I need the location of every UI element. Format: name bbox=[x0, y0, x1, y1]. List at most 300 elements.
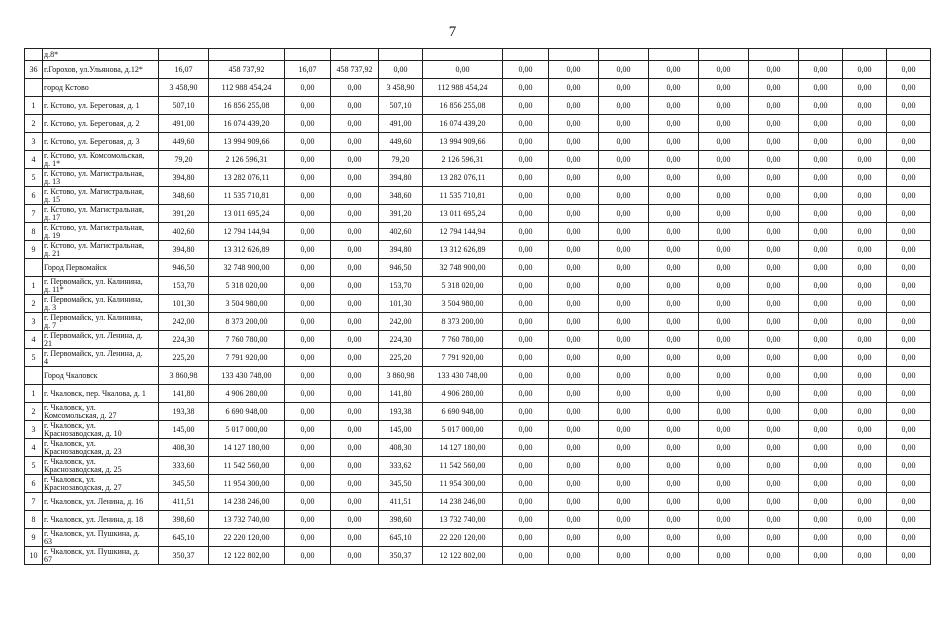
value-cell: 0,00 bbox=[887, 421, 931, 439]
value-cell: 345,50 bbox=[159, 475, 209, 493]
value-cell: 0,00 bbox=[843, 547, 887, 565]
value-cell: 0,00 bbox=[749, 151, 799, 169]
value-cell: 0,00 bbox=[799, 205, 843, 223]
value-cell: 0,00 bbox=[843, 439, 887, 457]
address-line: д. 17 bbox=[44, 212, 61, 222]
value-cell: 0,00 bbox=[285, 529, 331, 547]
value-cell: 0,00 bbox=[843, 151, 887, 169]
value-cell: 0,00 bbox=[503, 223, 549, 241]
value-cell: 0,00 bbox=[649, 349, 699, 367]
value-cell: 13 312 626,89 bbox=[209, 241, 285, 259]
row-number: 7 bbox=[25, 493, 43, 511]
value-cell: 14 238 246,00 bbox=[209, 493, 285, 511]
value-cell: 0,00 bbox=[331, 205, 379, 223]
value-cell: 0,00 bbox=[549, 385, 599, 403]
value-cell: 0,00 bbox=[285, 259, 331, 277]
value-cell: 0,00 bbox=[887, 331, 931, 349]
value-cell: 0,00 bbox=[843, 529, 887, 547]
value-cell: 411,51 bbox=[159, 493, 209, 511]
value-cell: 0,00 bbox=[331, 493, 379, 511]
value-cell: 0,00 bbox=[887, 223, 931, 241]
address-line: Город Первомайск bbox=[44, 262, 107, 272]
row-number bbox=[25, 79, 43, 97]
value-cell: 0,00 bbox=[749, 259, 799, 277]
value-cell: 0,00 bbox=[749, 511, 799, 529]
value-cell: 7 760 780,00 bbox=[209, 331, 285, 349]
table-row bbox=[25, 169, 931, 187]
value-cell: 491,00 bbox=[159, 115, 209, 133]
value-cell: 0,00 bbox=[799, 295, 843, 313]
value-cell: 0,00 bbox=[843, 511, 887, 529]
value-cell: 12 794 144,94 bbox=[423, 223, 503, 241]
value-cell: 0,00 bbox=[503, 439, 549, 457]
value-cell: 0,00 bbox=[549, 295, 599, 313]
value-cell: 0,00 bbox=[549, 61, 599, 79]
value-cell: 0,00 bbox=[549, 529, 599, 547]
value-cell: 0,00 bbox=[843, 349, 887, 367]
table-row bbox=[25, 511, 931, 529]
address-cell bbox=[43, 511, 159, 529]
value-cell: 0,00 bbox=[503, 241, 549, 259]
address-line: Краснозаводская, д. 10 bbox=[44, 428, 122, 438]
table-row bbox=[25, 241, 931, 259]
value-cell: 0,00 bbox=[649, 547, 699, 565]
value-cell: 0,00 bbox=[331, 403, 379, 421]
value-cell: 0,00 bbox=[749, 241, 799, 259]
address-line: г. Чкаловск, ул. bbox=[44, 420, 96, 430]
address-line: Краснозаводская, д. 27 bbox=[44, 482, 122, 492]
value-cell: 333,62 bbox=[379, 457, 423, 475]
value-cell: 645,10 bbox=[379, 529, 423, 547]
address-line: 63 bbox=[44, 536, 52, 546]
value-cell: 32 748 900,00 bbox=[209, 259, 285, 277]
address-line: г. Кстово, ул. Береговая, д. 2 bbox=[44, 118, 140, 128]
value-cell bbox=[379, 49, 423, 61]
value-cell: 0,00 bbox=[285, 493, 331, 511]
address-cell bbox=[43, 187, 159, 205]
value-cell: 0,00 bbox=[749, 547, 799, 565]
value-cell bbox=[503, 49, 549, 61]
value-cell: 0,00 bbox=[799, 421, 843, 439]
value-cell: 0,00 bbox=[549, 205, 599, 223]
value-cell: 3 860,98 bbox=[159, 367, 209, 385]
value-cell: 2 126 596,31 bbox=[209, 151, 285, 169]
value-cell: 0,00 bbox=[599, 61, 649, 79]
value-cell: 0,00 bbox=[887, 529, 931, 547]
value-cell: 0,00 bbox=[887, 205, 931, 223]
value-cell: 507,10 bbox=[379, 97, 423, 115]
value-cell: 0,00 bbox=[599, 241, 649, 259]
value-cell: 0,00 bbox=[799, 187, 843, 205]
value-cell: 0,00 bbox=[549, 493, 599, 511]
value-cell: 0,00 bbox=[331, 223, 379, 241]
value-cell: 13 011 695,24 bbox=[423, 205, 503, 223]
value-cell: 0,00 bbox=[549, 259, 599, 277]
value-cell bbox=[599, 49, 649, 61]
value-cell: 3 860,98 bbox=[379, 367, 423, 385]
value-cell: 0,00 bbox=[699, 115, 749, 133]
value-cell: 0,00 bbox=[843, 457, 887, 475]
value-cell: 0,00 bbox=[749, 529, 799, 547]
value-cell bbox=[423, 49, 503, 61]
address-line: 21 bbox=[44, 338, 52, 348]
row-number: 6 bbox=[25, 187, 43, 205]
address-cell bbox=[43, 295, 159, 313]
value-cell bbox=[887, 49, 931, 61]
value-cell bbox=[843, 49, 887, 61]
table-row bbox=[25, 223, 931, 241]
address-line: г. Чкаловск, ул. bbox=[44, 456, 96, 466]
value-cell: 0,00 bbox=[549, 475, 599, 493]
value-cell: 0,00 bbox=[285, 169, 331, 187]
value-cell: 0,00 bbox=[749, 421, 799, 439]
value-cell: 153,70 bbox=[379, 277, 423, 295]
value-cell: 0,00 bbox=[503, 547, 549, 565]
value-cell: 0,00 bbox=[503, 115, 549, 133]
table-row bbox=[25, 421, 931, 439]
value-cell: 6 690 948,00 bbox=[423, 403, 503, 421]
value-cell: 0,00 bbox=[599, 115, 649, 133]
value-cell: 0,00 bbox=[799, 277, 843, 295]
value-cell: 0,00 bbox=[549, 331, 599, 349]
address-cell bbox=[43, 313, 159, 331]
value-cell: 394,80 bbox=[159, 169, 209, 187]
value-cell: 0,00 bbox=[649, 529, 699, 547]
value-cell: 0,00 bbox=[749, 295, 799, 313]
value-cell: 0,00 bbox=[331, 169, 379, 187]
value-cell: 0,00 bbox=[503, 151, 549, 169]
value-cell: 14 127 180,00 bbox=[209, 439, 285, 457]
value-cell: 0,00 bbox=[887, 151, 931, 169]
value-cell: 112 988 454,24 bbox=[209, 79, 285, 97]
value-cell: 0,00 bbox=[749, 349, 799, 367]
value-cell: 6 690 948,00 bbox=[209, 403, 285, 421]
value-cell: 0,00 bbox=[699, 223, 749, 241]
row-number: 4 bbox=[25, 331, 43, 349]
value-cell: 0,00 bbox=[799, 133, 843, 151]
value-cell: 0,00 bbox=[285, 439, 331, 457]
value-cell: 0,00 bbox=[649, 403, 699, 421]
value-cell: 0,00 bbox=[887, 277, 931, 295]
value-cell: 0,00 bbox=[843, 403, 887, 421]
value-cell: 0,00 bbox=[503, 61, 549, 79]
row-number: 36 bbox=[25, 61, 43, 79]
value-cell: 449,60 bbox=[379, 133, 423, 151]
value-cell: 449,60 bbox=[159, 133, 209, 151]
value-cell: 79,20 bbox=[379, 151, 423, 169]
row-number: 6 bbox=[25, 475, 43, 493]
value-cell: 0,00 bbox=[331, 547, 379, 565]
value-cell: 0,00 bbox=[599, 79, 649, 97]
value-cell: 0,00 bbox=[799, 511, 843, 529]
value-cell: 13 994 909,66 bbox=[423, 133, 503, 151]
value-cell: 0,00 bbox=[331, 241, 379, 259]
value-cell: 0,00 bbox=[749, 61, 799, 79]
address-line: д. 19 bbox=[44, 230, 61, 240]
value-cell: 0,00 bbox=[699, 277, 749, 295]
address-line: г. Кстово, ул. Магистральная, bbox=[44, 186, 144, 196]
value-cell: 225,20 bbox=[159, 349, 209, 367]
address-cell bbox=[43, 79, 159, 97]
value-cell: 0,00 bbox=[749, 97, 799, 115]
value-cell: 0,00 bbox=[843, 277, 887, 295]
value-cell: 0,00 bbox=[503, 403, 549, 421]
address-line: г. Первомайск, ул. Ленина, д. bbox=[44, 330, 143, 340]
row-number bbox=[25, 49, 43, 61]
value-cell bbox=[331, 49, 379, 61]
value-cell: 0,00 bbox=[599, 259, 649, 277]
value-cell: 0,00 bbox=[549, 115, 599, 133]
value-cell: 0,00 bbox=[285, 547, 331, 565]
value-cell bbox=[649, 49, 699, 61]
value-cell: 79,20 bbox=[159, 151, 209, 169]
value-cell: 0,00 bbox=[887, 313, 931, 331]
value-cell: 0,00 bbox=[285, 151, 331, 169]
value-cell: 0,00 bbox=[549, 79, 599, 97]
address-cell bbox=[43, 367, 159, 385]
value-cell: 0,00 bbox=[699, 457, 749, 475]
value-cell: 3 504 980,00 bbox=[423, 295, 503, 313]
address-line: г. Кстово, ул. Береговая, д. 3 bbox=[44, 136, 140, 146]
value-cell: 0,00 bbox=[843, 97, 887, 115]
value-cell: 0,00 bbox=[649, 241, 699, 259]
value-cell: 0,00 bbox=[749, 133, 799, 151]
address-cell bbox=[43, 169, 159, 187]
value-cell: 0,00 bbox=[549, 277, 599, 295]
table-row bbox=[25, 97, 931, 115]
value-cell: 0,00 bbox=[599, 511, 649, 529]
value-cell: 0,00 bbox=[799, 115, 843, 133]
row-number: 2 bbox=[25, 115, 43, 133]
value-cell: 12 122 802,00 bbox=[209, 547, 285, 565]
value-cell: 0,00 bbox=[699, 439, 749, 457]
value-cell: 5 318 020,00 bbox=[209, 277, 285, 295]
value-cell: 0,00 bbox=[331, 277, 379, 295]
address-line: г. Кстово, ул. Магистральная, bbox=[44, 168, 144, 178]
value-cell: 4 906 280,00 bbox=[209, 385, 285, 403]
value-cell: 0,00 bbox=[331, 457, 379, 475]
table-row bbox=[25, 295, 931, 313]
value-cell: 0,00 bbox=[503, 529, 549, 547]
value-cell: 0,00 bbox=[699, 97, 749, 115]
value-cell: 11 542 560,00 bbox=[423, 457, 503, 475]
table-row bbox=[25, 331, 931, 349]
table-row bbox=[25, 439, 931, 457]
value-cell: 12 794 144,94 bbox=[209, 223, 285, 241]
value-cell: 14 127 180,00 bbox=[423, 439, 503, 457]
value-cell: 458 737,92 bbox=[331, 61, 379, 79]
value-cell: 11 954 300,00 bbox=[423, 475, 503, 493]
value-cell: 0,00 bbox=[699, 259, 749, 277]
value-cell: 0,00 bbox=[887, 493, 931, 511]
value-cell: 0,00 bbox=[549, 151, 599, 169]
address-line: д.8* bbox=[44, 49, 59, 59]
row-number: 9 bbox=[25, 241, 43, 259]
value-cell: 0,00 bbox=[887, 97, 931, 115]
value-cell: 16,07 bbox=[285, 61, 331, 79]
value-cell: 0,00 bbox=[699, 205, 749, 223]
value-cell: 11 954 300,00 bbox=[209, 475, 285, 493]
value-cell: 22 220 120,00 bbox=[423, 529, 503, 547]
value-cell: 0,00 bbox=[649, 115, 699, 133]
value-cell: 0,00 bbox=[749, 475, 799, 493]
address-cell bbox=[43, 223, 159, 241]
value-cell: 0,00 bbox=[887, 241, 931, 259]
row-number: 2 bbox=[25, 403, 43, 421]
value-cell: 0,00 bbox=[285, 79, 331, 97]
table-row bbox=[25, 79, 931, 97]
value-cell: 0,00 bbox=[331, 79, 379, 97]
value-cell: 0,00 bbox=[843, 223, 887, 241]
value-cell: 0,00 bbox=[799, 403, 843, 421]
value-cell: 13 732 740,00 bbox=[209, 511, 285, 529]
table-row bbox=[25, 277, 931, 295]
value-cell: 0,00 bbox=[749, 205, 799, 223]
value-cell: 0,00 bbox=[887, 349, 931, 367]
table-row bbox=[25, 115, 931, 133]
address-line: г.Горохов, ул.Ульянова, д.12* bbox=[44, 64, 143, 74]
row-number: 1 bbox=[25, 385, 43, 403]
value-cell: 0,00 bbox=[599, 151, 649, 169]
value-cell: 0,00 bbox=[503, 421, 549, 439]
value-cell: 0,00 bbox=[331, 331, 379, 349]
table-body bbox=[25, 49, 931, 565]
table-row bbox=[25, 367, 931, 385]
value-cell: 0,00 bbox=[599, 349, 649, 367]
row-number: 1 bbox=[25, 97, 43, 115]
address-cell bbox=[43, 241, 159, 259]
value-cell: 0,00 bbox=[599, 331, 649, 349]
value-cell: 0,00 bbox=[799, 313, 843, 331]
value-cell: 0,00 bbox=[331, 511, 379, 529]
row-number: 4 bbox=[25, 439, 43, 457]
value-cell: 13 312 626,89 bbox=[423, 241, 503, 259]
address-cell bbox=[43, 97, 159, 115]
value-cell: 101,30 bbox=[159, 295, 209, 313]
value-cell: 0,00 bbox=[331, 97, 379, 115]
value-cell: 398,60 bbox=[379, 511, 423, 529]
value-cell: 0,00 bbox=[285, 277, 331, 295]
value-cell: 0,00 bbox=[843, 205, 887, 223]
value-cell: 0,00 bbox=[749, 493, 799, 511]
address-line: г. Первомайск, ул. Калинина, bbox=[44, 294, 143, 304]
value-cell: 348,60 bbox=[379, 187, 423, 205]
value-cell: 0,00 bbox=[749, 403, 799, 421]
value-cell: 0,00 bbox=[649, 187, 699, 205]
value-cell: 0,00 bbox=[799, 367, 843, 385]
value-cell: 0,00 bbox=[749, 115, 799, 133]
value-cell: 0,00 bbox=[503, 385, 549, 403]
value-cell: 0,00 bbox=[699, 295, 749, 313]
row-number: 3 bbox=[25, 313, 43, 331]
value-cell: 0,00 bbox=[843, 187, 887, 205]
address-line: д. 21 bbox=[44, 248, 61, 258]
row-number: 5 bbox=[25, 169, 43, 187]
value-cell: 0,00 bbox=[331, 115, 379, 133]
value-cell: 0,00 bbox=[599, 421, 649, 439]
value-cell: 0,00 bbox=[843, 259, 887, 277]
value-cell: 0,00 bbox=[749, 439, 799, 457]
value-cell: 398,60 bbox=[159, 511, 209, 529]
value-cell bbox=[159, 49, 209, 61]
value-cell: 0,00 bbox=[599, 133, 649, 151]
value-cell: 0,00 bbox=[649, 61, 699, 79]
address-cell bbox=[43, 547, 159, 565]
value-cell: 0,00 bbox=[649, 511, 699, 529]
value-cell: 0,00 bbox=[843, 61, 887, 79]
value-cell: 0,00 bbox=[749, 187, 799, 205]
value-cell: 0,00 bbox=[285, 295, 331, 313]
value-cell: 101,30 bbox=[379, 295, 423, 313]
value-cell: 13 011 695,24 bbox=[209, 205, 285, 223]
value-cell: 0,00 bbox=[649, 385, 699, 403]
value-cell: 0,00 bbox=[331, 133, 379, 151]
value-cell: 0,00 bbox=[503, 97, 549, 115]
value-cell: 0,00 bbox=[423, 61, 503, 79]
value-cell: 0,00 bbox=[749, 313, 799, 331]
value-cell: 0,00 bbox=[549, 133, 599, 151]
value-cell: 0,00 bbox=[331, 421, 379, 439]
value-cell: 0,00 bbox=[887, 439, 931, 457]
page-number: 7 bbox=[448, 24, 457, 40]
address-line: г. Первомайск, ул. Калинина, bbox=[44, 312, 143, 322]
address-cell bbox=[43, 475, 159, 493]
address-cell bbox=[43, 259, 159, 277]
value-cell: 0,00 bbox=[649, 205, 699, 223]
value-cell: 0,00 bbox=[599, 385, 649, 403]
value-cell: 16 856 255,08 bbox=[423, 97, 503, 115]
address-cell bbox=[43, 349, 159, 367]
value-cell: 0,00 bbox=[549, 349, 599, 367]
value-cell: 0,00 bbox=[649, 475, 699, 493]
value-cell: 458 737,92 bbox=[209, 61, 285, 79]
row-number: 2 bbox=[25, 295, 43, 313]
value-cell: 12 122 802,00 bbox=[423, 547, 503, 565]
value-cell: 0,00 bbox=[843, 295, 887, 313]
value-cell: 0,00 bbox=[843, 421, 887, 439]
value-cell: 0,00 bbox=[799, 79, 843, 97]
value-cell: 0,00 bbox=[843, 493, 887, 511]
row-number: 8 bbox=[25, 223, 43, 241]
value-cell: 0,00 bbox=[799, 61, 843, 79]
value-cell: 0,00 bbox=[599, 277, 649, 295]
address-line: г. Кстово, ул. Магистральная, bbox=[44, 204, 144, 214]
value-cell: 0,00 bbox=[331, 475, 379, 493]
row-number: 7 bbox=[25, 205, 43, 223]
value-cell: 11 535 710,81 bbox=[209, 187, 285, 205]
value-cell: 0,00 bbox=[887, 169, 931, 187]
value-cell: 0,00 bbox=[285, 511, 331, 529]
value-cell: 0,00 bbox=[649, 79, 699, 97]
value-cell: 411,51 bbox=[379, 493, 423, 511]
value-cell: 0,00 bbox=[699, 385, 749, 403]
value-cell: 0,00 bbox=[503, 367, 549, 385]
value-cell: 16 856 255,08 bbox=[209, 97, 285, 115]
address-line: г. Кстово, ул. Береговая, д. 1 bbox=[44, 100, 140, 110]
row-number: 10 bbox=[25, 547, 43, 565]
value-cell: 0,00 bbox=[503, 349, 549, 367]
value-cell: 0,00 bbox=[549, 97, 599, 115]
address-line: г. Чкаловск, ул. Пушкина, д. bbox=[44, 528, 140, 538]
value-cell: 0,00 bbox=[379, 61, 423, 79]
value-cell: 5 318 020,00 bbox=[423, 277, 503, 295]
value-cell: 193,38 bbox=[159, 403, 209, 421]
value-cell: 3 504 980,00 bbox=[209, 295, 285, 313]
value-cell: 0,00 bbox=[599, 313, 649, 331]
row-number bbox=[25, 259, 43, 277]
value-cell: 0,00 bbox=[649, 421, 699, 439]
value-cell: 0,00 bbox=[649, 367, 699, 385]
